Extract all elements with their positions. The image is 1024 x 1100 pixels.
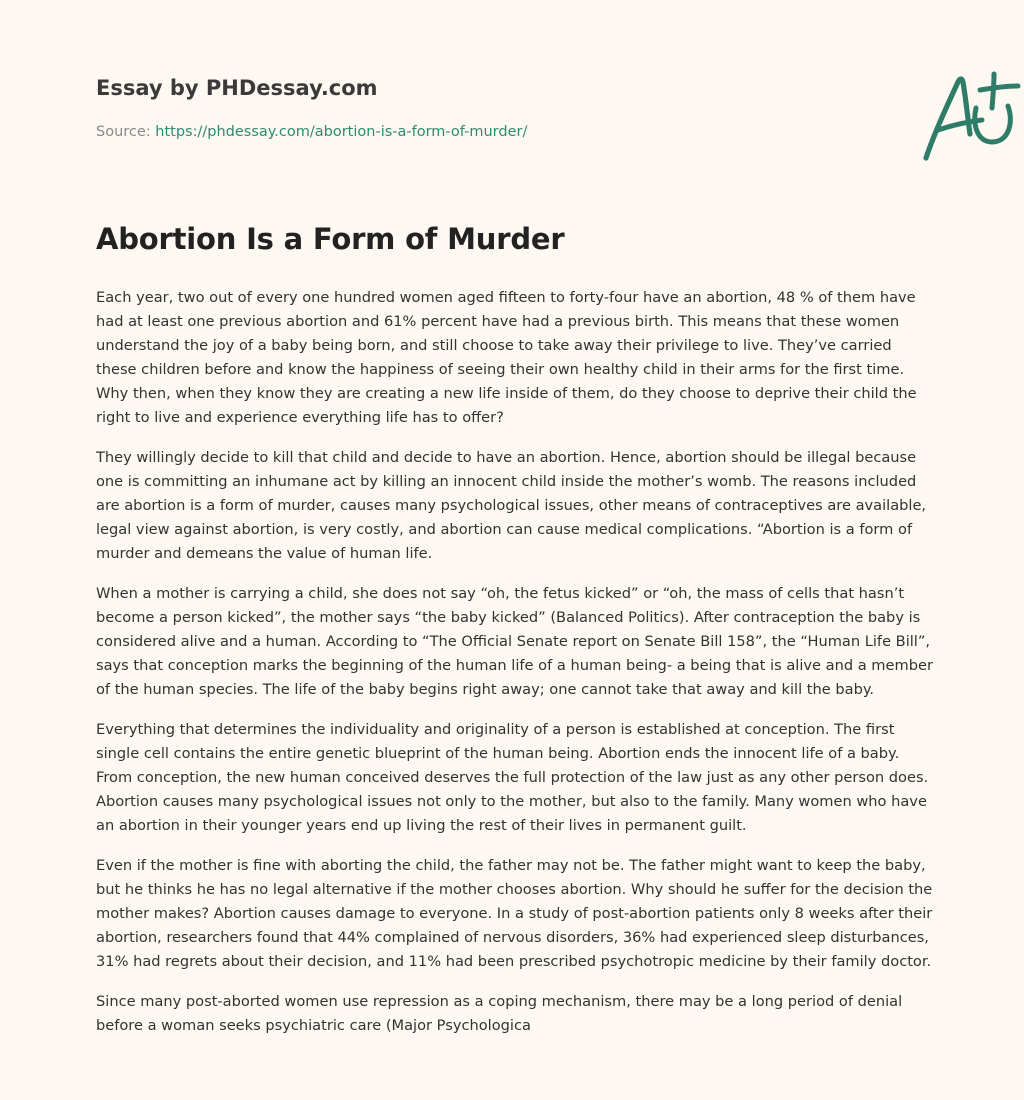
essay-body [96, 286, 934, 1054]
essay-title: Abortion Is a Form of Murder [96, 222, 565, 256]
essay-paragraph: Everything that determines the individuality and originality of a person is established at conception. The first single cell contains the entire genetic blueprint of the human being. Abortion ends the innocent life of a baby. From conception, the new human conceived deserves the full protection of the law just as any other person does. Abortion causes many psychological issues not only to the mother, but also to the family. Many women who have an abortion in their younger years end up living the rest of their lives in permanent guilt. [96, 721, 929, 834]
source-line [96, 124, 527, 140]
a-plus-grade-logo-icon [920, 68, 1024, 164]
essay-paragraph: Since many post-aborted women use repression as a coping mechanism, there may be a long period of denial before a woman seeks psychiatric care (Major Psychologica [96, 993, 903, 1034]
site-name: Essay by PHDessay.com [96, 76, 378, 100]
essay-paragraph: Each year, two out of every one hundred women aged fifteen to forty-four have an abortion, 48 % of them have had at least one previous abortion and 61% percent have had a previous birth. This means that these women understand the joy of a baby being born, and still choose to take away their privilege to live. They’ve carried these children before and know the happiness of seeing their own healthy child in their arms for the first time. Why then, when they know they are creating a new life inside of them, do they choose to deprive their child the right to live and experience everything life has to offer? [96, 289, 917, 426]
source-label: Source: [96, 124, 151, 140]
essay-paragraph: They willingly decide to kill that child and decide to have an abortion. Hence, abortion should be illegal because one is committing an inhumane act by killing an innocent child inside the mother’s womb. The reasons included are abortion is a form of murder, causes many psychological issues, other means of contraceptives are available, legal view against abortion, is very costly, and abortion can cause medical complications. “Abortion is a form of murder and demeans the value of human life. [96, 449, 927, 562]
essay-paragraph: Even if the mother is fine with aborting the child, the father may not be. The father might want to keep the baby, but he thinks he has no legal alternative if the mother chooses abortion. Why should he suffer for the decision the mother makes? Abortion causes damage to everyone. In a study of post-abortion patients only 8 weeks after their abortion, researchers found that 44% complained of nervous disorders, 36% had experienced sleep disturbances, 31% had regrets about their decision, and 11% had been prescribed psychotropic medicine by their family doctor. [96, 857, 933, 970]
essay-paragraph: When a mother is carrying a child, she does not say “oh, the fetus kicked” or “oh, the mass of cells that hasn’t become a person kicked”, the mother says “the baby kicked” (Balanced Politics). After contraception the baby is considered alive and a human. According to “The Official Senate report on Senate Bill 158”, the “Human Life Bill”, says that conception marks the beginning of the human life of a human being- a being that is alive and a member of the human species. The life of the baby begins right away; one cannot take that away and kill the baby. [96, 585, 933, 698]
source-link[interactable]: https://phdessay.com/abortion-is-a-form-of-murder/ [155, 124, 528, 140]
